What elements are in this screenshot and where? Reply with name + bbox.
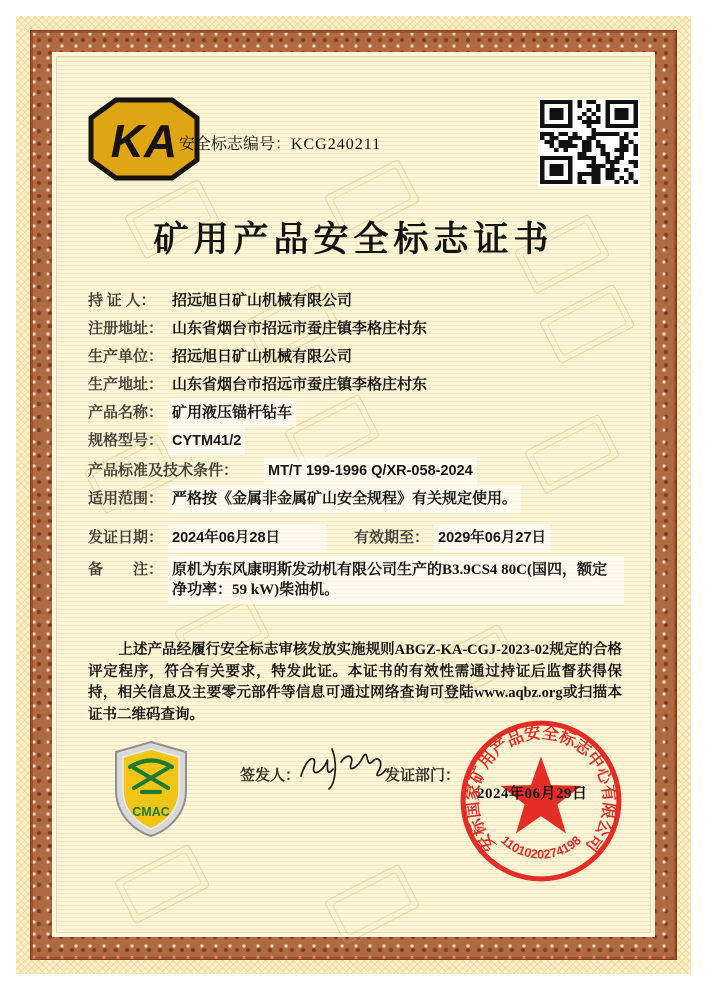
- dates-row: [88, 528, 622, 548]
- ka-logo-text: KA: [110, 115, 178, 167]
- seal-date: 2024年06月29日: [477, 786, 588, 802]
- issue-date-label: 发证日期：: [88, 530, 164, 546]
- cmac-badge: [112, 740, 190, 838]
- seal-code-text: 1101020274198: [498, 833, 584, 862]
- field-label: 注册地址：: [88, 321, 164, 337]
- valid-until-label: 有效期至：: [354, 530, 430, 546]
- svg-text:1101020274198: [498, 833, 584, 861]
- field-value: 山东省烟台市招远市蚕庄镇李格庄村东: [172, 321, 428, 337]
- field-value: MT/T 199-1996 Q/XR-058-2024: [268, 463, 473, 479]
- field-value: 严格按《金属非金属矿山安全规程》有关规定使用。: [172, 491, 518, 507]
- field-label: 持 证 人：: [88, 293, 156, 309]
- field-row-model: [88, 431, 622, 451]
- field-label: 生产单位：: [88, 349, 164, 365]
- remark-label: 备 注：: [88, 562, 164, 578]
- field-label: 适用范围：: [88, 491, 164, 507]
- field-label: 产品名称：: [88, 405, 164, 421]
- issuing-department-label: 发证部门：: [385, 768, 461, 784]
- qr-code: [538, 98, 640, 186]
- field-value: CYTM41/2: [172, 433, 242, 449]
- field-row-holder: [88, 291, 622, 311]
- certificate-title: 矿用产品安全标志证书: [153, 220, 554, 259]
- cmac-badge-text: CMAC: [132, 805, 170, 819]
- issue-date-value: 2024年06月28日: [172, 528, 322, 548]
- field-value: 山东省烟台市招远市蚕庄镇李格庄村东: [172, 377, 428, 393]
- safety-mark-number: [0, 131, 560, 154]
- field-row-production-address: [88, 375, 622, 395]
- field-row-scope: [88, 489, 622, 509]
- field-label: 规格型号：: [88, 433, 164, 449]
- field-value: 矿用液压锚杆钻车: [172, 405, 293, 421]
- signature-handwriting: [293, 736, 393, 798]
- statement-paragraph: 上述产品经履行安全标志审核发放实施规则ABGZ-KA-CGJ-2023-02规定的合格评定程序，符合有关要求，特发此证。本证书的有效性需通过持证后监督获得保持，相关信息及主要零元部件等信息可通过网络查询可登陆www.aqbz.org或扫描本证书二维码查询。: [88, 642, 622, 723]
- field-label: 产品标准及技术条件：: [88, 463, 239, 479]
- safety-mark-number-value: KCG240211: [290, 136, 382, 153]
- field-row-standard: [88, 461, 622, 481]
- seal-company-text: 安标国家矿用产品安全标志中心有限公司: [462, 723, 620, 856]
- field-row-producer: [88, 347, 622, 367]
- field-value: 招远旭日矿山机械有限公司: [172, 293, 353, 309]
- valid-until-value: 2029年06月27日: [438, 530, 547, 546]
- field-row-product-name: [88, 403, 622, 423]
- remark-value: 原机为东风康明斯发动机有限公司生产的B3.9CS4 80C(国四，额定净功率：59 kW)柴油机。: [172, 560, 620, 600]
- field-row-registered-address: [88, 319, 622, 339]
- field-value: 招远旭日矿山机械有限公司: [172, 349, 353, 365]
- signer-label: 签发人：: [240, 768, 301, 784]
- remark-row: [88, 560, 622, 600]
- field-label: 生产地址：: [88, 377, 164, 393]
- safety-mark-number-label: 安全标志编号：: [178, 136, 291, 153]
